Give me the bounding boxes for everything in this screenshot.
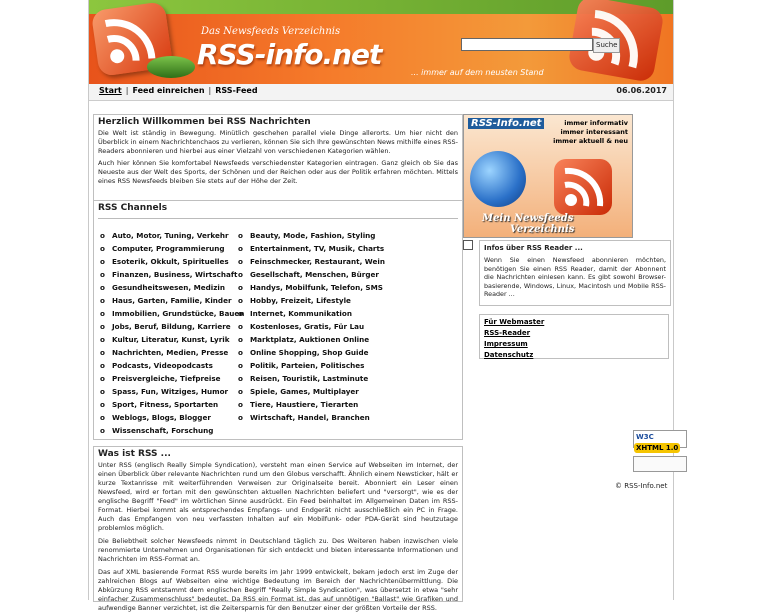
page (88, 0, 679, 612)
w3c-xhtml-badge[interactable] (633, 430, 687, 452)
link-rss-reader[interactable]: RSS-Reader (484, 329, 531, 337)
channel-link[interactable]: o Marktplatz, Auktionen Online (238, 333, 424, 346)
channel-link[interactable]: o Sport, Fitness, Sportarten (100, 398, 286, 411)
channel-link[interactable]: o Gesundheitswesen, Medizin (100, 281, 286, 294)
channels-title: RSS Channels (98, 203, 168, 213)
banner-slogan: immer interessant (560, 128, 628, 136)
banner-title-line: Verzeichnis (510, 224, 575, 235)
channel-link[interactable]: o Feinschmecker, Restaurant, Wein (238, 255, 424, 268)
banner-slogan: immer aktuell & neu (553, 137, 628, 145)
channel-link[interactable]: o Wirtschaft, Handel, Branchen (238, 411, 424, 424)
channel-link[interactable]: o Weblogs, Blogs, Blogger (100, 411, 286, 424)
image-placeholder (633, 456, 687, 472)
what-is-rss-box (93, 446, 463, 612)
channel-link[interactable]: o Preisvergleiche, Tiefpreise (100, 372, 286, 385)
link-webmaster[interactable]: Für Webmaster (484, 318, 545, 326)
channel-link[interactable]: o Spass, Fun, Witziges, Humor (100, 385, 286, 398)
channel-link[interactable]: o Podcasts, Videopodcasts (100, 359, 286, 372)
channel-link[interactable]: o Online Shopping, Shop Guide (238, 346, 424, 359)
channel-link[interactable]: o Handys, Mobilfunk, Telefon, SMS (238, 281, 424, 294)
channel-column-right (238, 229, 424, 424)
rss-reader-text: Wenn Sie einen Newsfeed abonnieren möchten, benötigen Sie einen RSS Reader, damit der Abonnent die Nachrichten einlesen kann. Es gibt sowohl Browser-basierende, Windows, Linux, Macintosh und Mobile RSS-Reader ... (484, 256, 666, 298)
globe-icon (470, 151, 526, 207)
main-nav (99, 86, 258, 95)
header-tagline: Das Newsfeeds Verzeichnis (201, 26, 341, 37)
channel-link[interactable]: o Esoterik, Okkult, Spirituelles (100, 255, 286, 268)
what-is-rss-paragraph: Unter RSS (englisch Really Simple Syndication), versteht man einen Service auf Webseiten im Internet, der einen Überblick über relevante Nachrichten rund um den Globus verschafft. Ähnlich einem Newsticker, hält er kurze Textanrisse mit weiterführenden Verweisen zur Originalseite bereit. Abonniert ein Leser einen Newsfeed, wird er fortan mit den gewünschten aktuellen Nachrichten beliefert und "versorgt", wie es der englische Begriff "Feed" im wörtlichen Sinne ausdrückt. Ein Feed beinhaltet im Allgemeinen Daten im RSS-Format. Hierbei kommt als entsprechendes Empfangs- und Endgerät nicht ausschließlich ein PC in Frage. Auch das Empfangen von neu verfassten Inhalten auf ein Mobilfunk- oder PDA-Gerät sind heutzutage problemlos möglich. (98, 461, 458, 532)
link-datenschutz[interactable]: Datenschutz (484, 351, 534, 359)
rss-reader-info-box (479, 240, 671, 306)
w3c-label: W3C (636, 433, 654, 441)
channel-link[interactable]: o Reisen, Touristik, Lastminute (238, 372, 424, 385)
link-impressum[interactable]: Impressum (484, 340, 528, 348)
welcome-paragraph: Die Welt ist ständig in Bewegung. Minütlich geschehen parallel viele Dinge allerorts. Um hier nicht den Überblick in einem Nachrichtenchaos zu verlieren, können Sie sich Ihre gewünschten News mithilfe eines RSS-Readers abonnieren und hierbei aus einer Vielzahl von verschiedenen Kategorien wählen. (98, 129, 458, 155)
channel-link[interactable]: o Internet, Kommunikation (238, 307, 424, 320)
nav-rss-feed[interactable]: RSS-Feed (215, 86, 258, 95)
sidebar-links (479, 314, 669, 359)
channel-link[interactable]: o Immobilien, Grundstücke, Bauen (100, 307, 286, 320)
welcome-title: Herzlich Willkommen bei RSS Nachrichten (98, 117, 311, 127)
channels-box (93, 200, 463, 440)
channel-link[interactable]: o Jobs, Beruf, Bildung, Karriere (100, 320, 286, 333)
search-button[interactable]: Suche (593, 38, 620, 53)
channel-link[interactable]: o Tiere, Haustiere, Tierarten (238, 398, 424, 411)
banner-slogan: immer informativ (564, 119, 628, 127)
channel-link[interactable]: o Finanzen, Business, Wirtschaft (100, 268, 286, 281)
search-input[interactable] (461, 38, 593, 51)
mouse-icon (147, 56, 195, 78)
banner-slogans (553, 119, 628, 146)
badges-box (479, 425, 679, 483)
channel-link[interactable]: o Nachrichten, Medien, Presse (100, 346, 286, 359)
nav-start[interactable]: Start (99, 86, 122, 95)
channel-link[interactable]: o Beauty, Mode, Fashion, Styling (238, 229, 424, 242)
nav-feed-einreichen[interactable]: Feed einreichen (132, 86, 205, 95)
nav-separator: | (208, 86, 212, 95)
divider (98, 218, 458, 219)
channel-link[interactable]: o Auto, Motor, Tuning, Verkehr (100, 229, 286, 242)
banner-logo: RSS-Info.net (468, 118, 544, 129)
banner-title-line: Mein Newsfeeds (482, 213, 574, 224)
channel-link[interactable]: o Politik, Parteien, Politisches (238, 359, 424, 372)
directory-banner[interactable] (463, 114, 633, 238)
channel-link[interactable]: o Kostenloses, Gratis, Für Lau (238, 320, 424, 333)
channel-link[interactable]: o Entertainment, TV, Musik, Charts (238, 242, 424, 255)
current-date: 06.06.2017 (616, 86, 667, 95)
welcome-paragraph: Auch hier können Sie komfortabel Newsfeeds verschiedenster Kategorien eintragen. Ganz gleich ob Sie das Neueste aus der Welt des Sports, der Schönen und der Reichen oder aus der Politik erfahren möchten. Mittels eines RSS Newsfeeds bleiben Sie stets auf der Höhe der Zeit. (98, 159, 458, 185)
nav-separator: | (125, 86, 129, 95)
welcome-box (93, 114, 463, 202)
header (89, 0, 673, 84)
checkbox-icon[interactable] (463, 240, 473, 250)
header-slogan: ... immer auf dem neusten Stand (411, 68, 544, 77)
channel-link[interactable]: o Computer, Programmierung (100, 242, 286, 255)
nav-bar (89, 84, 673, 101)
channel-link[interactable]: o Hobby, Freizeit, Lifestyle (238, 294, 424, 307)
channel-link[interactable]: o Wissenschaft, Forschung (100, 424, 286, 437)
copyright: © RSS-Info.net (615, 482, 668, 490)
what-is-rss-paragraph: Das auf XML basierende Format RSS wurde bereits im Jahr 1999 entwickelt, bekam jedoch erst im Zuge der zahlreichen Blogs auf Webseiten eine wichtige Bedeutung im Bereich der Nachrichtenübermittlung. Die Abkürzung RSS entstammt dem englischen Begriff "Really Simple Syndication", was übersetzt in etwa "sehr einfacher Zusammenschluss" bedeutet. Da RSS ein Format ist, das auf unnötigen "Ballast" wie Grafiken und aufwendige Banner verzichtet, ist die Zeitersparnis für den Benutzer einer der größten Vorteile der RSS. (98, 568, 458, 612)
banner-title (482, 213, 574, 235)
rss-reader-title: Infos über RSS Reader ... (484, 244, 583, 252)
channel-link[interactable]: o Spiele, Games, Multiplayer (238, 385, 424, 398)
what-is-rss-title: Was ist RSS ... (98, 449, 171, 459)
channel-link[interactable]: o Gesellschaft, Menschen, Bürger (238, 268, 424, 281)
channel-link[interactable]: o Haus, Garten, Familie, Kinder (100, 294, 286, 307)
xhtml-label: XHTML 1.0 (636, 444, 679, 452)
site-logo[interactable]: RSS-info.net (197, 38, 382, 71)
channel-link[interactable]: o Kultur, Literatur, Kunst, Lyrik (100, 333, 286, 346)
what-is-rss-paragraph: Die Beliebtheit solcher Newsfeeds nimmt in Deutschland täglich zu. Des Weiteren haben inzwischen viele renommierte Unternehmen und Organisationen für sich entdeckt und bieten interessante Informationen und Nachrichten im RSS-Format an. (98, 537, 458, 563)
rss-banner-icon (554, 159, 612, 215)
